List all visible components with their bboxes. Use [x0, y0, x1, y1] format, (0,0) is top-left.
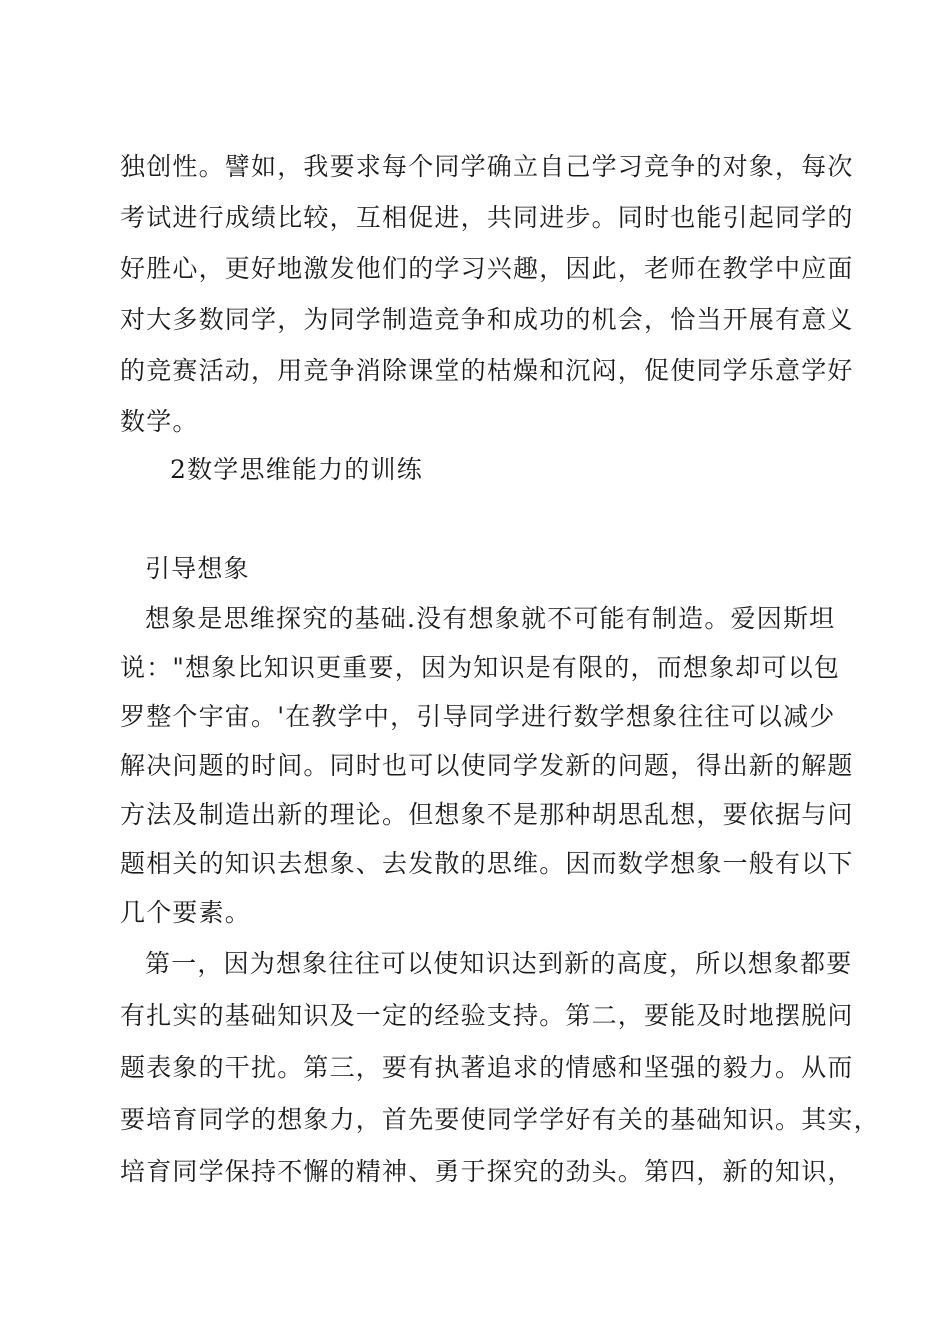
text-line: 培育同学保持不懈的精神、勇于探究的劲头。第四，新的知识，: [120, 1157, 854, 1186]
text-line: 的竞赛活动，用竞争消除课堂的枯燥和沉闷，促使同学乐意学好: [120, 356, 854, 385]
text-line: 好胜心，更好地激发他们的学习兴趣，因此，老师在教学中应面: [120, 254, 854, 283]
text-line: 数学。: [120, 407, 199, 436]
text-line: 解决问题的时间。同时也可以使同学发新的问题，得出新的解题: [120, 751, 854, 780]
text-line: 独创性。譬如，我要求每个同学确立自己学习竞争的对象，每次: [120, 152, 854, 181]
text-line: 罗整个宇宙。'在教学中，引导同学进行数学想象往往可以减少: [120, 702, 836, 731]
text-line: 有扎实的基础知识及一定的经验支持。第二，要能及时地摆脱问: [120, 1001, 854, 1030]
text-line: 第一，因为想象往往可以使知识达到新的高度，所以想象都要: [145, 949, 853, 978]
text-line: 对大多数同学，为同学制造竞争和成功的机会，恰当开展有意义: [120, 305, 854, 334]
text-line: 想象是思维探究的基础.没有想象就不可能有制造。爱因斯坦: [145, 604, 836, 633]
subheading: 引导想象: [145, 554, 250, 583]
text-line: 题相关的知识去想象、去发散的思维。因而数学想象一般有以下: [120, 849, 854, 878]
text-line: 说："想象比知识更重要，因为知识是有限的，而想象却可以包: [120, 653, 841, 682]
section-heading: 2数学思维能力的训练: [170, 455, 423, 484]
text-line: 要培育同学的想象力，首先要使同学学好有关的基础知识。其实，: [120, 1105, 880, 1134]
text-line: 题表象的干扰。第三，要有执著追求的情感和坚强的毅力。从而: [120, 1053, 854, 1082]
text-line: 方法及制造出新的理论。但想象不是那种胡思乱想，要依据与问: [120, 800, 854, 829]
text-line: 几个要素。: [120, 898, 252, 927]
text-line: 考试进行成绩比较，互相促进，共同进步。同时也能引起同学的: [120, 203, 854, 232]
